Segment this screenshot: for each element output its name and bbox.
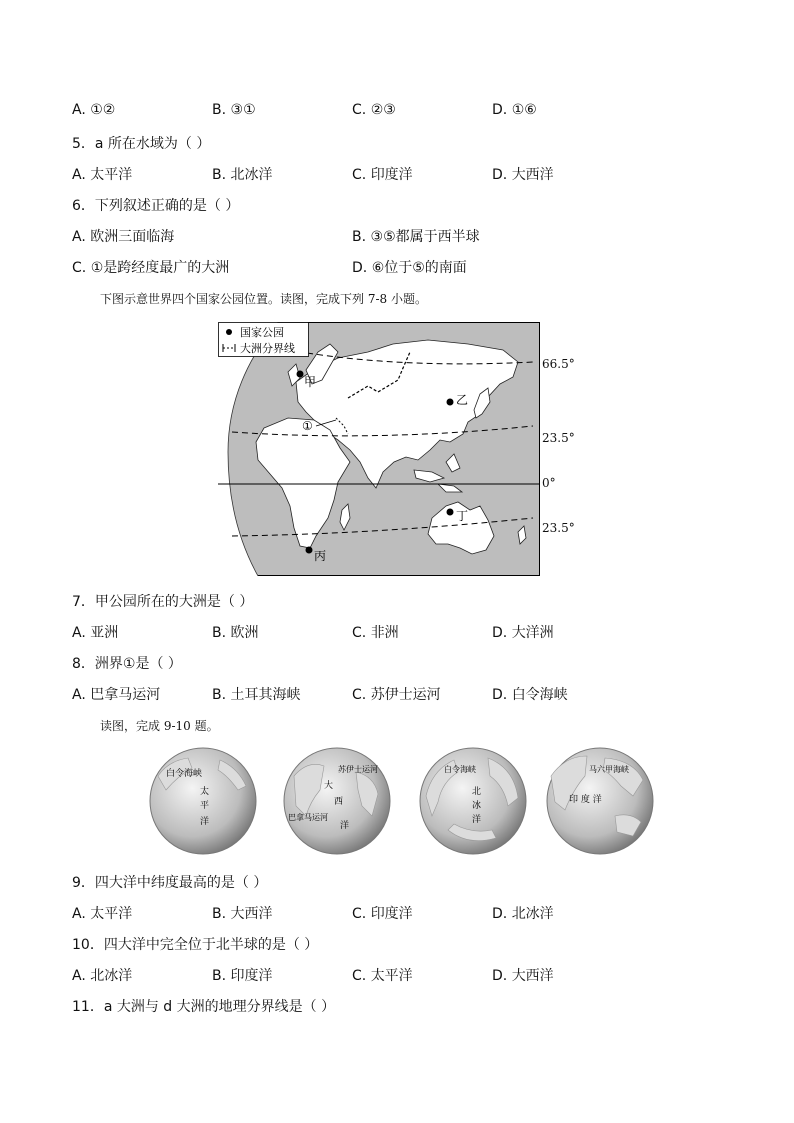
q9-stem: 9．四大洋中纬度最高的是（ ） xyxy=(72,875,268,891)
lat-label-66-5n: 66.5° xyxy=(542,357,575,371)
world-map-figure xyxy=(218,322,540,576)
q9-option-a[interactable]: A. 太平洋 xyxy=(72,906,133,922)
q10-stem: 10．四大洋中完全位于北半球的是（ ） xyxy=(72,937,319,953)
park-ding-label: 丁 xyxy=(456,509,469,523)
q5-option-c[interactable]: C. 印度洋 xyxy=(352,167,413,183)
q7-option-c[interactable]: C. 非洲 xyxy=(352,625,399,641)
q10-option-a[interactable]: A. 北冰洋 xyxy=(72,968,133,984)
globe1-label-3: 洋 xyxy=(200,817,210,827)
q4-option-a[interactable]: A. ①② xyxy=(72,102,116,118)
q5-stem: 5．a 所在水域为（ ） xyxy=(72,136,211,152)
q8-option-d[interactable]: D. 白令海峡 xyxy=(492,687,568,703)
park-jia-label: 甲 xyxy=(304,375,317,389)
globe-atlantic xyxy=(282,746,392,856)
lat-label-23-5n: 23.5° xyxy=(542,431,575,445)
park-yi-label: 乙 xyxy=(456,393,469,407)
globe4-label-1: 印 度 洋 xyxy=(569,795,602,805)
q6-option-b[interactable]: B. ③⑤都属于西半球 xyxy=(352,229,480,245)
globe4-label-0: 马六甲海峡 xyxy=(589,765,629,774)
q8-option-b[interactable]: B. 土耳其海峡 xyxy=(212,687,301,703)
globe3-label-0: 白令海峡 xyxy=(444,765,476,774)
globe2-label-0: 苏伊士运河 xyxy=(338,765,378,774)
globe-arctic xyxy=(418,746,528,856)
boundary-1-label: ① xyxy=(302,419,313,433)
lat-label-equator: 0° xyxy=(542,476,556,490)
q6-stem: 6．下列叙述正确的是（ ） xyxy=(72,198,240,214)
globe3-label-1: 北 xyxy=(472,787,482,797)
q10-option-b[interactable]: B. 印度洋 xyxy=(212,968,273,984)
park-yi-dot xyxy=(447,399,454,406)
globe1-label-1: 太 xyxy=(200,787,210,797)
q4-option-c[interactable]: C. ②③ xyxy=(352,102,396,118)
q9-option-b[interactable]: B. 大西洋 xyxy=(212,906,273,922)
q7-option-a[interactable]: A. 亚洲 xyxy=(72,625,119,641)
q6-option-c[interactable]: C. ①是跨经度最广的大洲 xyxy=(72,260,230,276)
q6-option-a[interactable]: A. 欧洲三面临海 xyxy=(72,229,175,245)
globe2-label-4: 巴拿马运河 xyxy=(288,813,328,822)
q8-option-a[interactable]: A. 巴拿马运河 xyxy=(72,687,161,703)
globe2-label-3: 洋 xyxy=(340,821,350,831)
park-ding-dot xyxy=(447,509,454,516)
globe-pacific xyxy=(148,746,258,856)
q9-option-c[interactable]: C. 印度洋 xyxy=(352,906,413,922)
globe3-label-2: 冰 xyxy=(472,801,482,811)
q6-option-d[interactable]: D. ⑥位于⑤的南面 xyxy=(352,260,467,276)
legend-boundary-label: 大洲分界线 xyxy=(240,342,295,355)
intro-9-10: 读图，完成 9-10 题。 xyxy=(100,719,219,733)
globe-indian xyxy=(545,746,655,856)
park-bing-label: 丙 xyxy=(314,549,327,563)
q7-stem: 7．甲公园所在的大洲是（ ） xyxy=(72,594,254,610)
q7-option-d[interactable]: D. 大洋洲 xyxy=(492,625,554,641)
q7-option-b[interactable]: B. 欧洲 xyxy=(212,625,259,641)
legend-park-label: 国家公园 xyxy=(240,326,284,339)
q5-option-b[interactable]: B. 北冰洋 xyxy=(212,167,273,183)
q5-option-a[interactable]: A. 太平洋 xyxy=(72,167,133,183)
lat-label-23-5s: 23.5° xyxy=(542,521,575,535)
park-bing-dot xyxy=(306,547,313,554)
globe1-label-2: 平 xyxy=(200,801,210,811)
q10-option-c[interactable]: C. 太平洋 xyxy=(352,968,413,984)
globe1-label-0: 白令海峡 xyxy=(166,769,203,779)
park-jia-dot xyxy=(297,371,304,378)
q4-option-b[interactable]: B. ③① xyxy=(212,102,256,118)
legend-park-dot xyxy=(226,329,232,335)
globe2-label-2: 西 xyxy=(334,797,344,807)
q11-stem: 11．a 大洲与 d 大洲的地理分界线是（ ） xyxy=(72,999,336,1015)
q5-option-d[interactable]: D. 大西洋 xyxy=(492,167,554,183)
q8-option-c[interactable]: C. 苏伊士运河 xyxy=(352,687,441,703)
globe3-label-3: 洋 xyxy=(472,815,482,825)
globe2-label-1: 大 xyxy=(324,781,334,791)
q8-stem: 8．洲界①是（ ） xyxy=(72,656,182,672)
q10-option-d[interactable]: D. 大西洋 xyxy=(492,968,554,984)
intro-7-8: 下图示意世界四个国家公园位置。读图，完成下列 7-8 小题。 xyxy=(100,292,427,306)
q4-option-d[interactable]: D. ①⑥ xyxy=(492,102,537,118)
q9-option-d[interactable]: D. 北冰洋 xyxy=(492,906,554,922)
